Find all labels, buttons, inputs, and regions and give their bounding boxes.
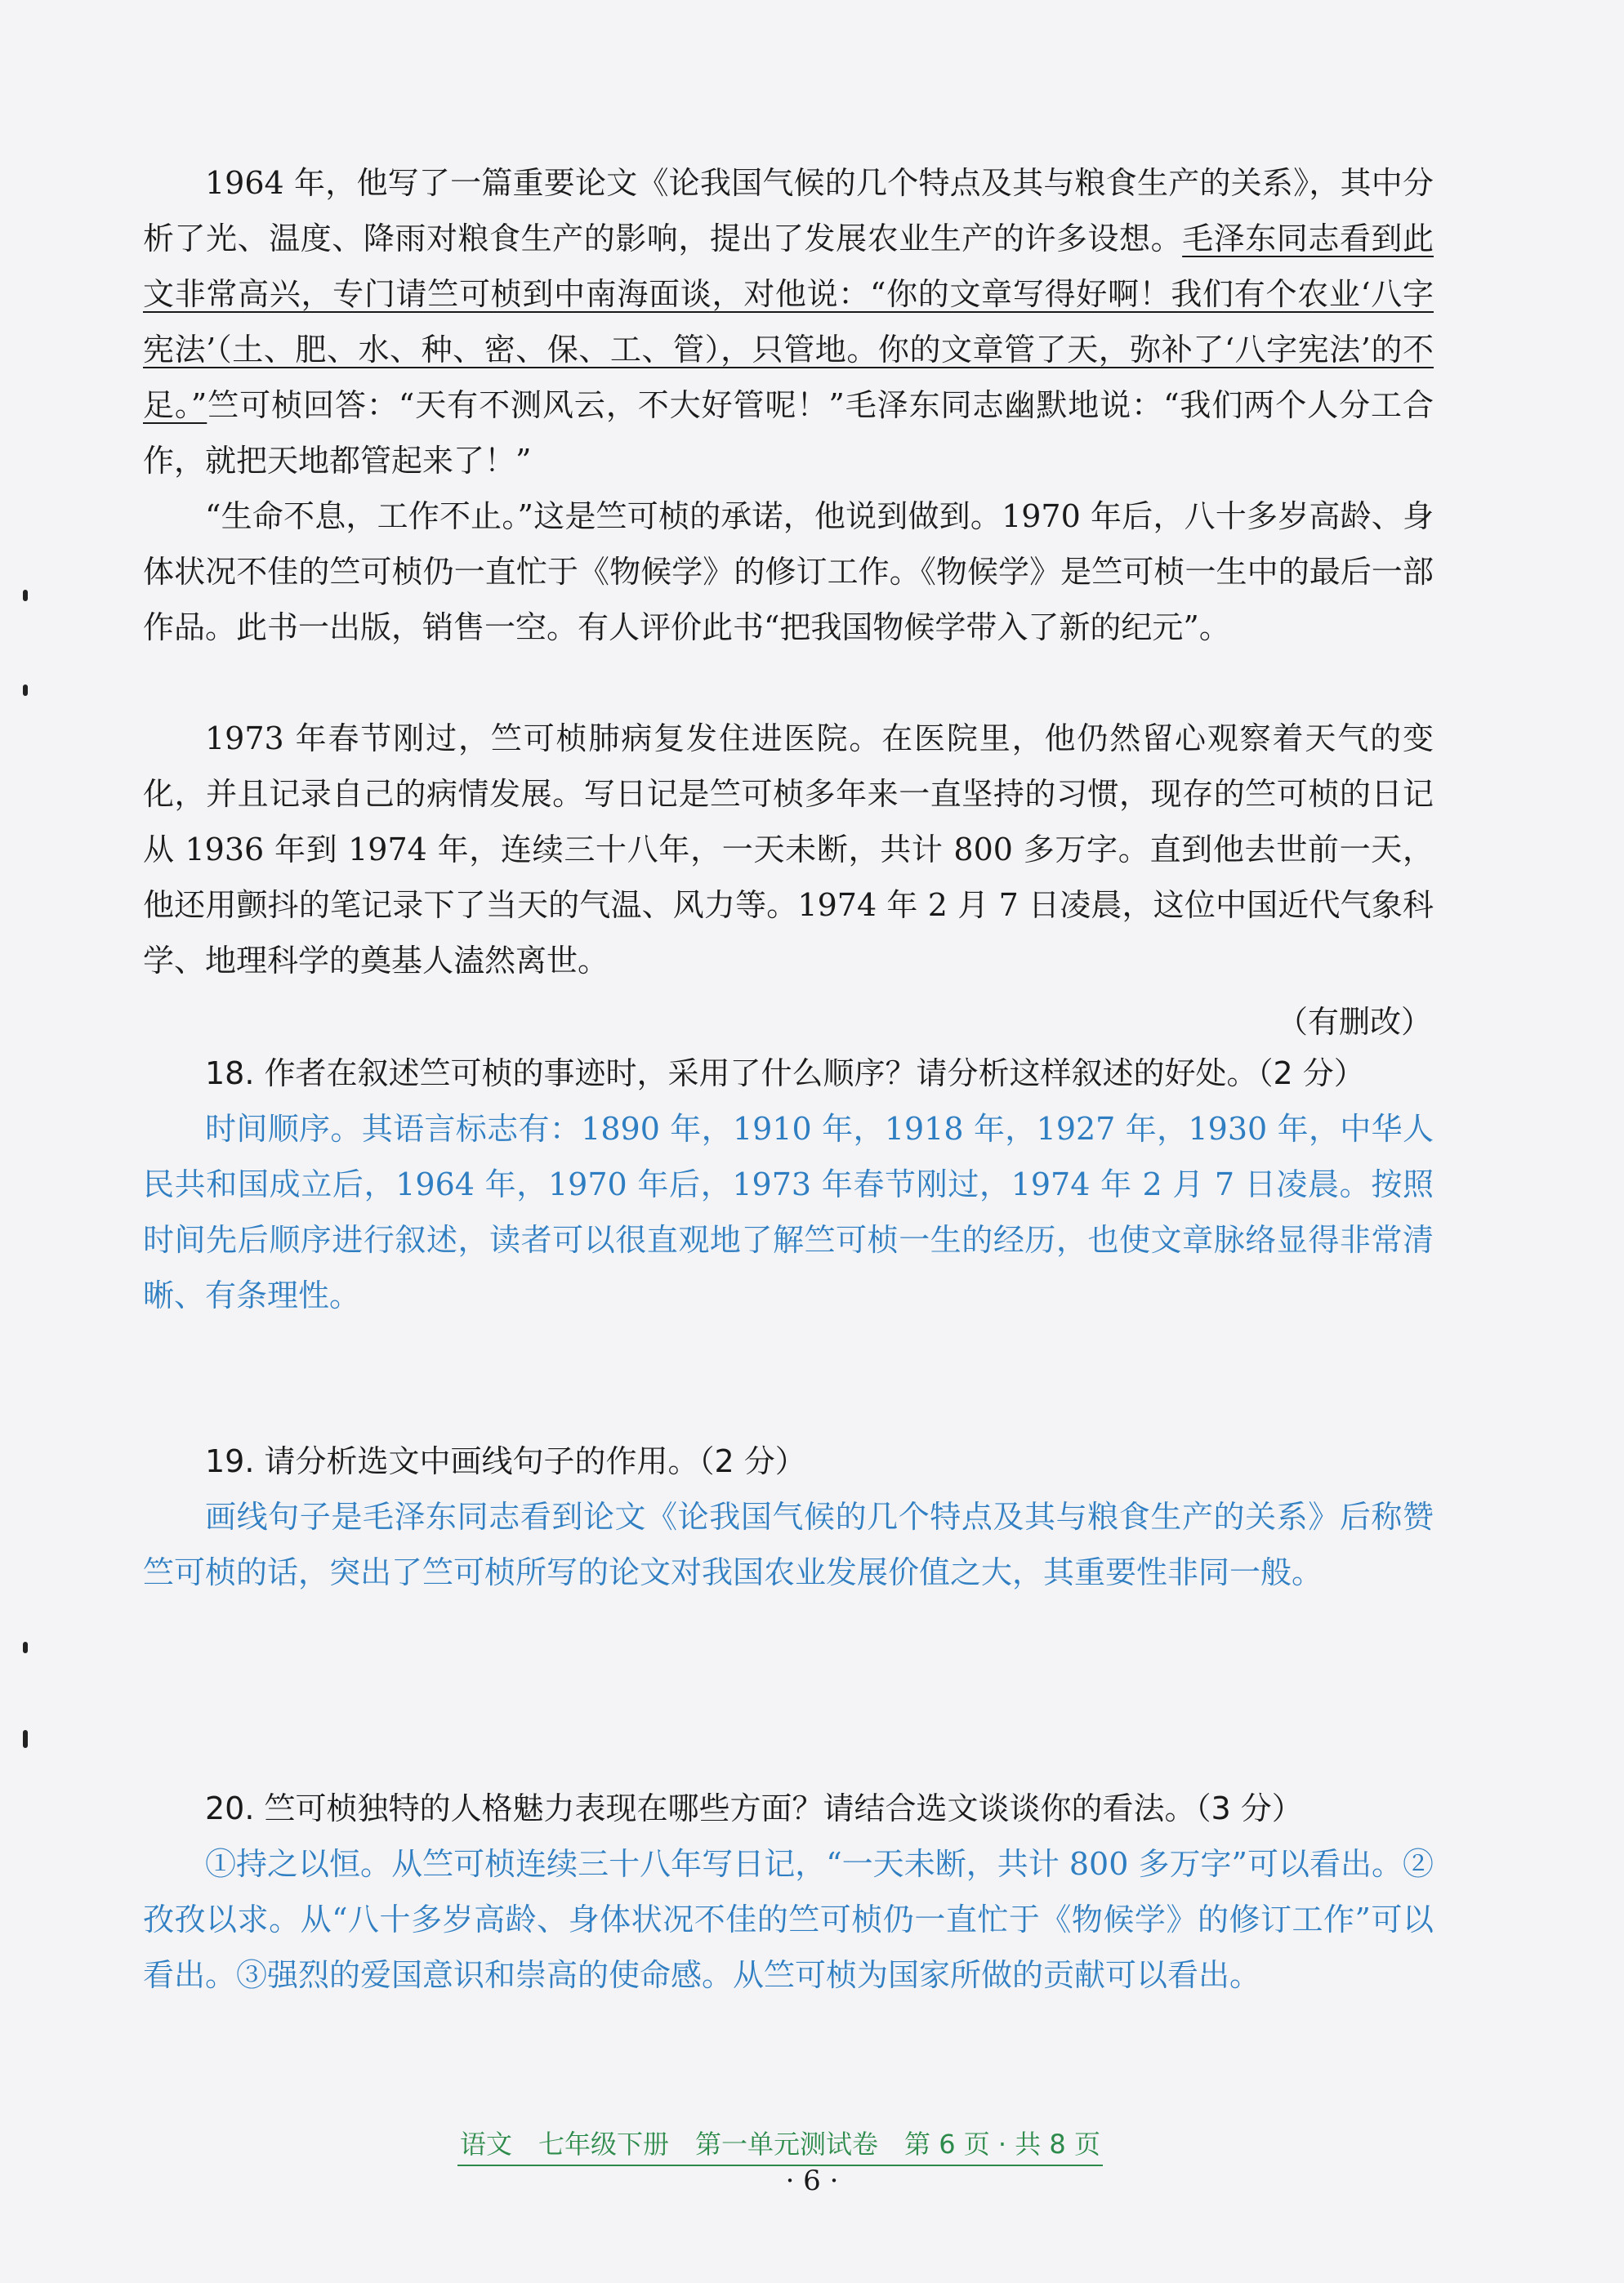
passage-paragraph-2: “生命不息，工作不止。”这是竺可桢的承诺，他说到做到。1970 年后，八十多岁高龄、身体状况不佳的竺可桢仍一直忙于《物候学》的修订工作。《物候学》是竺可桢一生中的最后一部作品。此书一出版，销售一空。有人评价此书“把我国物候学带入了新的纪元”。 <box>143 498 1434 645</box>
p1-text-after: 竺可桢回答：“天有不测风云，不大好管呢！”毛泽东同志幽默地说：“我们两个人分工合作，就把天地都管起来了！” <box>143 387 1434 479</box>
page-number: · 6 · <box>785 2165 839 2197</box>
question-19: 19. 请分析选文中画线句子的作用。（2 分） <box>205 1443 806 1479</box>
binding-mark <box>23 684 28 696</box>
answer-18: 时间顺序。其语言标志有：1890 年，1910 年，1918 年，1927 年，1930 年，中华人民共和国成立后，1964 年，1970 年后，1973 年春节刚过，1974 年 2 月 7 日凌晨。按照时间先后顺序进行叙述，读者可以很直观地了解竺可桢一生的经历，也使文章脉络显得非常清晰、有条理性。 <box>143 1111 1434 1313</box>
question-18: 18. 作者在叙述竺可桢的事迹时，采用了什么顺序？请分析这样叙述的好处。（2 分） <box>205 1055 1365 1091</box>
binding-mark <box>23 1642 28 1653</box>
binding-mark <box>23 590 28 601</box>
passage-paragraph-3: 1973 年春节刚过，竺可桢肺病复发住进医院。在医院里，他仍然留心观察着天气的变化，并且记录自己的病情发展。写日记是竺可桢多年来一直坚持的习惯，现存的竺可桢的日记从 1936 年到 1974 年，连续三十八年，一天未断，共计 800 多万字。直到他去世前一天，他还用颤抖的笔记录下了当天的气温、风力等。1974 年 2 月 7 日凌晨，这位中国近代气象科学、地理科学的奠基人溘然离世。 <box>143 720 1434 979</box>
binding-mark <box>23 1730 28 1748</box>
answer-19: 画线句子是毛泽东同志看到论文《论我国气候的几个特点及其与粮食生产的关系》后称赞竺可桢的话，突出了竺可桢所写的论文对我国农业发展价值之大，其重要性非同一般。 <box>143 1499 1434 1590</box>
answer-20: ①持之以恒。从竺可桢连续三十八年写日记，“一天未断，共计 800 多万字”可以看出。②孜孜以求。从“八十多岁高龄、身体状况不佳的竺可桢仍一直忙于《物候学》的修订工作”可以看出。③强烈的爱国意识和崇高的使命感。从竺可桢为国家所做的贡献可以看出。 <box>143 1846 1434 1993</box>
underlined-sentence: 毛泽东同志看到此文非常高兴，专门请竺可桢到中南海面谈，对他说：“你的文章写得好啊！我们有个农业‘八字宪法’（土、肥、水、种、密、保、工、管），只管地。你的文章管了天，弥补了‘八字宪法’的不足。” <box>143 221 1434 423</box>
p1-text-before: 1964 年，他写了一篇重要论文《论我国气候的几个特点及其与粮食生产的关系》，其中分析了光、温度、降雨对粮食生产的影响，提出了发展农业生产的许多设想。 <box>143 165 1434 256</box>
question-20: 20. 竺可桢独特的人格魅力表现在哪些方面？请结合选文谈谈你的看法。（3 分） <box>205 1790 1303 1826</box>
passage-paragraph-1 <box>143 155 1434 488</box>
footer-book-info: 语文 七年级下册 第一单元测试卷 第 6 页 · 共 8 页 <box>457 2124 1103 2166</box>
source-note: （有删改） <box>1276 1004 1432 1040</box>
